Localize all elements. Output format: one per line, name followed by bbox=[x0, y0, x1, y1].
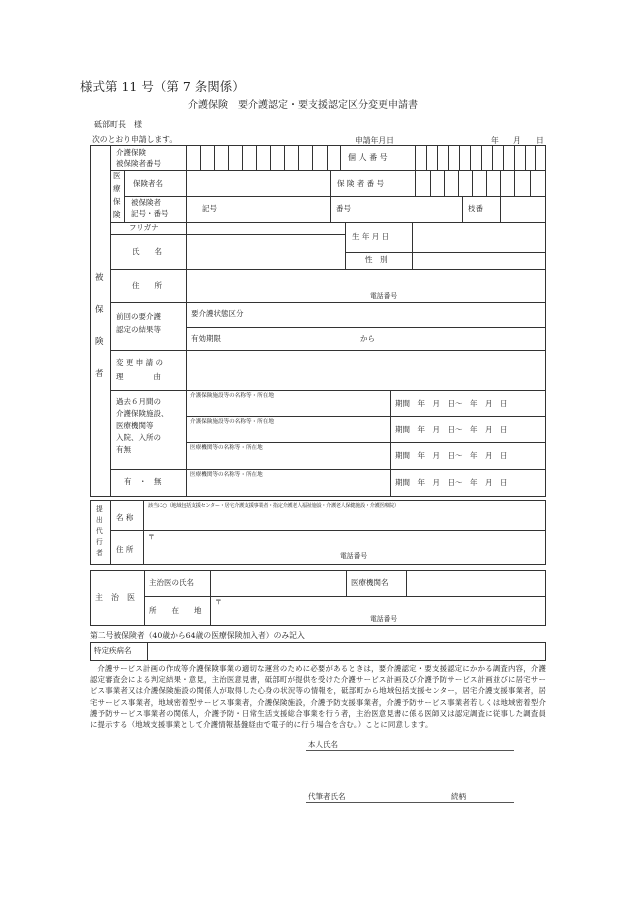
past-months-label-1: 過去６月間の bbox=[116, 397, 161, 406]
insurer-number-label: 保 険 者 番 号 bbox=[337, 179, 385, 188]
application-date-month: 月 bbox=[513, 136, 521, 145]
agent-phone-label: 電話番号 bbox=[340, 552, 368, 560]
agent-vertical-1: 提 bbox=[96, 505, 103, 513]
addressee: 砥部町長 様 bbox=[94, 120, 142, 129]
address-label: 住 所 bbox=[132, 281, 162, 290]
facility-row-2: 介護保険施設等の名称等・所在地 bbox=[190, 419, 274, 425]
symbol-number-label-1: 被保険者 bbox=[131, 198, 161, 207]
period-row-2: 期間 年 月 日～ 年 月 日 bbox=[395, 425, 508, 434]
relationship-label: 続柄 bbox=[451, 792, 466, 801]
change-reason-label-2: 理 由 bbox=[116, 372, 161, 381]
birthdate-label: 生 年 月 日 bbox=[352, 232, 390, 241]
from-label: から bbox=[360, 334, 375, 343]
facility-row-1: 介護保険施設等の名称等・所在地 bbox=[190, 393, 274, 399]
past-months-label-5: 有無 bbox=[116, 445, 131, 454]
name-label: 氏 名 bbox=[132, 247, 162, 256]
gender-label: 性 別 bbox=[365, 255, 388, 264]
insurer-name-label: 保険者名 bbox=[133, 179, 163, 188]
agent-address-label: 住 所 bbox=[116, 545, 134, 554]
secondary-note: 第二号被保険者（40歳から64歳の医療保険加入者）のみ記入 bbox=[90, 631, 305, 640]
form-title: 介護保険 要介護認定・要支援認定区分変更申請書 bbox=[188, 100, 418, 111]
disease-label: 特定疾病名 bbox=[94, 646, 132, 655]
past-months-label-4: 入院、入所の bbox=[116, 433, 161, 442]
change-reason-label-1: 変 更 申 請 の bbox=[116, 358, 164, 367]
period-row-3: 期間 年 月 日～ 年 月 日 bbox=[395, 451, 508, 460]
medical-label-3: 保 bbox=[113, 197, 121, 206]
presence-label: 有 ・ 無 bbox=[124, 477, 162, 486]
agent-vertical-5: 者 bbox=[96, 549, 103, 557]
past-months-label-2: 介護保険施設、 bbox=[116, 409, 169, 418]
facility-row-4: 医療機関等の名称等・所在地 bbox=[190, 472, 263, 478]
branch-label: 枝番 bbox=[468, 204, 483, 213]
symbol-number-label-2: 記号・番号 bbox=[131, 209, 169, 218]
consent-paragraph: 介護サービス計画の作成等介護保険事業の適切な運営のために必要があるときは，要介護認定・要支援認定にかかる調査内容，介護認定審査会による判定結果・意見，主治医意見書，砥部町が提供を受けた介護サービス計画及び介護予防サービス計画並びに居宅サービス事業者又は介護保険施設の関係人が取得した心身の状況等の情報を，砥部町から地域包括支援センター，居宅介護支援事業者，居宅サービス事業者，地域密着型サービス事業者，介護保険施設，介護予防支援事業者，介護予防サービス事業者若しくは地域密着型介護予防サービス事業者の関係人，介護予防・日常生活支援総合事業を行う者，主治医意見書に係る医師又は認定調査に従事した調査員に提示する（地域支援事業として介護情報基盤経由で電子的に行う場合を含む。）ことに同意します。 bbox=[90, 664, 546, 730]
period-row-4: 期間 年 月 日～ 年 月 日 bbox=[395, 478, 508, 487]
medical-label-2: 療 bbox=[113, 184, 121, 193]
period-row-1: 期間 年 月 日～ 年 月 日 bbox=[395, 399, 508, 408]
insured-person-vertical-label: 被保険者 bbox=[95, 273, 104, 379]
proxy-label: 代筆者氏名 bbox=[308, 792, 346, 801]
location-label: 所 在 地 bbox=[149, 606, 202, 615]
number-label: 番号 bbox=[336, 204, 351, 213]
intro-text: 次のとおり申請します。 bbox=[92, 135, 178, 144]
phone-label: 電話番号 bbox=[370, 292, 398, 300]
application-date-label: 申請年月日 bbox=[355, 136, 394, 145]
signature-label: 本人氏名 bbox=[308, 740, 338, 749]
application-date-day: 日 bbox=[536, 136, 544, 145]
agent-vertical-2: 出 bbox=[96, 516, 103, 524]
insured-number-label-1: 介護保険 bbox=[116, 148, 146, 157]
personal-number-label: 個 人 番 号 bbox=[348, 153, 388, 162]
agent-postal-mark: 〒 bbox=[148, 533, 155, 541]
proxy-line bbox=[306, 802, 514, 803]
facility-row-3: 医療機関等の名称等・所在地 bbox=[190, 445, 263, 451]
medical-label-1: 医 bbox=[113, 171, 121, 180]
doctor-phone-label: 電話番号 bbox=[370, 615, 398, 623]
valid-period-label: 有効期限 bbox=[191, 334, 221, 343]
care-level-label: 要介護状態区分 bbox=[191, 309, 244, 318]
doctor-name-label: 主治医の氏名 bbox=[149, 578, 194, 587]
institution-name-label: 医療機関名 bbox=[351, 578, 389, 587]
past-months-label-3: 医療機関等 bbox=[116, 421, 154, 430]
insured-number-label-2: 被保険者番号 bbox=[116, 159, 161, 168]
agent-vertical-3: 代 bbox=[96, 527, 103, 535]
signature-line bbox=[306, 750, 514, 751]
symbol-label: 記号 bbox=[202, 204, 217, 213]
medical-label-4: 険 bbox=[113, 210, 121, 219]
form-number: 様式第 11 号（第 7 条関係） bbox=[80, 79, 245, 94]
application-date-year: 年 bbox=[491, 136, 499, 145]
previous-result-label-1: 前回の要介護 bbox=[116, 312, 161, 321]
agent-applicable-note: 該当に○（地域包括支援センター・居宅介護支援事業者・指定介護老人福祉施設・介護老人保健施設・介護医療院） bbox=[148, 503, 399, 509]
agent-vertical-4: 行 bbox=[96, 538, 103, 546]
doctor-label: 主 治 医 bbox=[95, 593, 135, 602]
agent-name-label: 名 称 bbox=[116, 513, 134, 522]
furigana-label: フリガナ bbox=[129, 223, 159, 232]
doctor-postal-mark: 〒 bbox=[215, 598, 222, 606]
previous-result-label-2: 認定の結果等 bbox=[116, 325, 161, 334]
